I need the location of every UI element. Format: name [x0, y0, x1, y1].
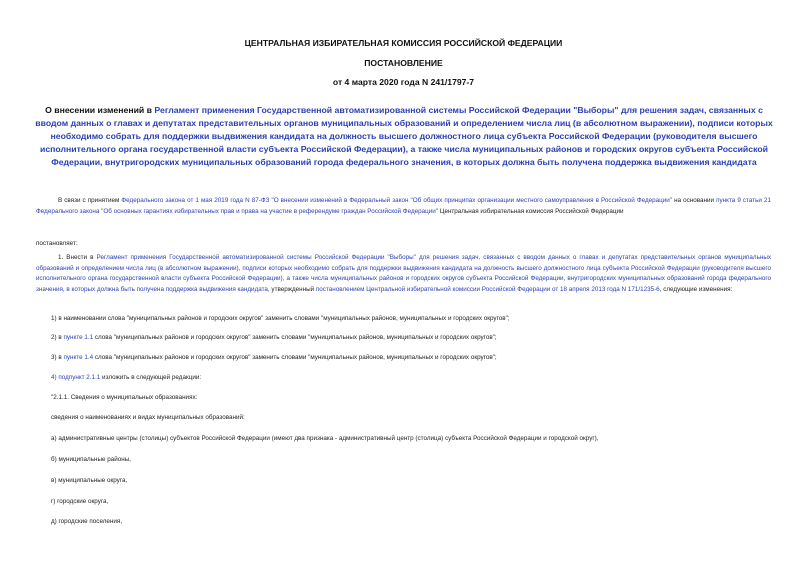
preamble-paragraph — [36, 196, 771, 217]
resolution-2013-link[interactable]: постановлением Центральной избирательной комиссии Российской Федерации от 18 апреля 2013 года N 171/1235-6 — [315, 285, 660, 293]
subclause-2-1-1-link[interactable]: подпункт 2.1.1 — [58, 374, 101, 381]
title-prefix: О внесении изменений в — [45, 105, 155, 115]
point-1-text-1: 1. Внести в — [58, 254, 97, 261]
list-item: а) административные центры (столицы) субъектов Российской Федерации (имеют два признака - административный центр (столица) субъекта Российской Федерации и городской округ), — [51, 435, 599, 442]
issuer-heading: ЦЕНТРАЛЬНАЯ ИЗБИРАТЕЛЬНАЯ КОМИССИЯ РОССИЙСКОЙ ФЕДЕРАЦИИ — [244, 38, 563, 48]
list-item: б) муниципальные районы, — [51, 456, 132, 463]
item-text: 2) в — [51, 334, 64, 341]
preamble-text-3: Центральная избирательная комиссия Российской Федерации — [438, 207, 624, 215]
clause-1-1-link[interactable]: пункте 1.1 — [63, 334, 94, 341]
document-title — [28, 104, 780, 169]
list-item: д) городские поселения, — [51, 518, 123, 525]
list-item — [51, 353, 497, 363]
title-regulation-link[interactable]: Регламент применения Государственной автоматизированной системы Российской Федерации "Выборы" для решения задач, связанных с вводом данных о главах и депутатах представительных органов муниципальных образований и определением числа лиц (в абсолютном выражении), подписи которых необходимо собрать для поддержки выдвижения кандидата на должность высшего должностного лица субъекта Российской Федерации (руководителя высшего исполнительного органа государственной власти субъекта Российской Федерации), а также числа муниципальных районов и городских округов субъекта Российской Федерации, внутригородских муниципальных образований города федерального значения, в которых должна быть получена поддержка выдвижения кандидата — [35, 105, 773, 167]
item-text: слова "муниципальных районов и городских округов" заменить словами "муниципальных районов, муниципальных и городских округов"; — [93, 334, 497, 341]
list-item: в) муниципальные округа, — [51, 477, 128, 484]
preamble-text-2: на основании — [672, 197, 717, 204]
federal-law-link[interactable]: Федерального закона от 1 мая 2019 года N 87-ФЗ "О внесении изменений в Федеральный закон "Об общих принципах организации местного самоуправления в Российской Федерации" — [121, 197, 673, 204]
item-text: 3) в — [51, 354, 64, 361]
item-text: 4) — [51, 374, 59, 381]
resolves-text: постановляет: — [36, 240, 78, 247]
list-item: сведения о наименованиях и видах муниципальных образований: — [51, 414, 245, 421]
list-item: 1) в наименовании слова "муниципальных районов и городских округов" заменить словами "муниципальных районов, муниципальных и городских округов"; — [51, 315, 510, 322]
point-1-regulation-link[interactable]: Регламент применения Государственной автоматизированной системы Российской Федерации "Выборы" для решения задач, связанных с вводом данных о главах и депутатах представительных органов муниципальных образований и определением числа лиц (в абсолютном выражении), подписи которых необходимо собрать для поддержки выдвижения кандидата на должность высшего должностного лица субъекта Российской Федерации (руководителя высшего исполнительного органа государственной власти субъекта Российской Федерации), а также числа муниципальных районов и городских округов субъекта Российской Федерации, внутригородских муниципальных образований города федерального значения, в которых должна быть получена поддержка выдвижения кандидата, — [36, 254, 772, 293]
item-text: изложить в следующей редакции: — [100, 374, 202, 381]
document-date-number: от 4 марта 2020 года N 241/1797-7 — [332, 77, 475, 87]
point-1-text-2: утвержденный — [269, 285, 316, 293]
clause-1-4-link[interactable]: пункте 1.4 — [63, 354, 94, 361]
list-item: г) городские округа, — [51, 498, 109, 505]
document-type-heading: ПОСТАНОВЛЕНИЕ — [364, 58, 443, 68]
list-item — [51, 373, 201, 383]
preamble-text-1: В связи с принятием — [58, 197, 122, 204]
point-1-text-3: , следующие изменения: — [659, 285, 733, 293]
list-item — [51, 333, 497, 343]
point-1-paragraph — [36, 253, 771, 295]
list-item: "2.1.1. Сведения о муниципальных образованиях: — [51, 394, 198, 401]
item-text: слова "муниципальных районов и городских округов" заменить словами "муниципальных районов, муниципальных и городских округов"; — [93, 354, 497, 361]
article-21-link[interactable]: пункта 9 статьи 21 Федерального закона "Об основных гарантиях избирательных прав и права на участие в референдуме граждан Российской Федерации" — [36, 197, 771, 215]
